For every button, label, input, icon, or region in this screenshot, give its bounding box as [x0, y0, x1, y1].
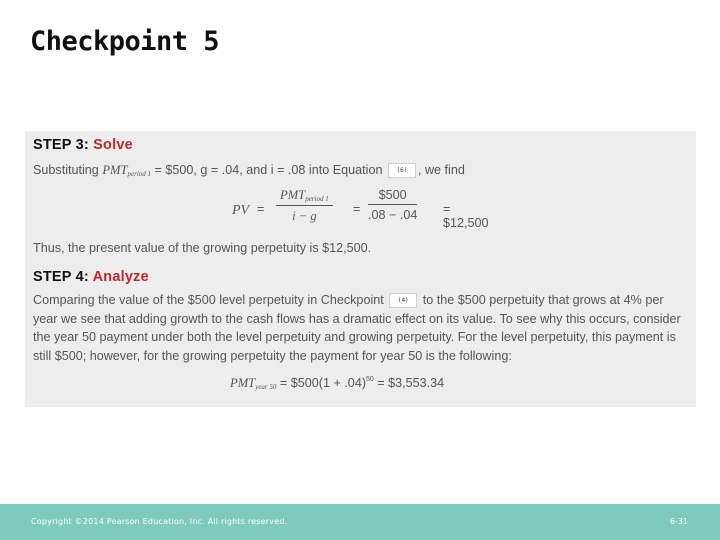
equation-reference[interactable]: (6)	[388, 163, 416, 178]
step4-text-after: to the $500 perpetuity that grows at 4% per year we see that adding growth to the cash flows has a dramatic effect on its value. To see why this occurs, consider the year 50 payment under both the level perpetuity and growing perpetuity. For the level perpetuity, this payment is still $500; however, for the growing perpetuity the payment for year 50 is the following:	[33, 293, 681, 363]
step3-number: STEP 3:	[33, 137, 89, 153]
checkpoint-reference[interactable]: (4)	[389, 293, 417, 308]
step3-word: Solve	[93, 137, 133, 153]
slide-title: Checkpoint 5	[30, 26, 220, 57]
step4-heading	[33, 269, 149, 285]
step3-values: = $500, g = .04, and i = .08 into Equation	[151, 163, 386, 177]
step3-conclusion: Thus, the present value of the growing perpetuity is $12,500.	[33, 241, 372, 255]
eq-frac2-num: $500	[368, 188, 417, 205]
eq-frac2-den: .08 − .04	[368, 208, 418, 222]
eq-equals-1: =	[257, 202, 265, 216]
year50-payment-equation	[230, 376, 444, 391]
eq-result: = $12,500	[443, 202, 489, 230]
eq2-body: = $500(1 + .04)	[276, 376, 367, 390]
eq-equals-2: =	[353, 202, 361, 216]
step4-number: STEP 4:	[33, 269, 89, 285]
eq-fraction-1	[276, 188, 333, 224]
step3-heading	[33, 137, 133, 153]
copyright-text: Copyright ©2014 Pearson Education, Inc. All rights reserved.	[31, 517, 288, 526]
pmt-subscript: period 1	[127, 170, 152, 178]
eq2-pmt: PMT	[230, 376, 256, 390]
eq-frac1-num: PMT	[280, 188, 306, 202]
content-panel	[25, 131, 696, 407]
step3-intro	[33, 161, 685, 184]
eq2-result: = $3,553.34	[373, 376, 445, 390]
eq-frac1-num-sub: period 1	[305, 195, 329, 203]
step4-word: Analyze	[92, 269, 149, 285]
step4-text-before: Comparing the value of the $500 level perpetuity in Checkpoint	[33, 293, 388, 307]
step4-paragraph	[33, 291, 685, 365]
footer-bar	[0, 504, 720, 540]
step3-intro-after: , we find	[417, 163, 465, 177]
eq2-pmt-sub: year 50	[255, 383, 277, 391]
step3-intro-before: Substituting	[33, 163, 103, 177]
eq-frac1-den: i − g	[292, 209, 317, 223]
eq-pv: PV	[232, 203, 250, 218]
eq2-exponent: 50	[366, 376, 374, 383]
eq-fraction-2	[368, 188, 417, 222]
pmt-symbol: PMT	[102, 163, 128, 177]
page-number: 6-31	[669, 517, 688, 526]
